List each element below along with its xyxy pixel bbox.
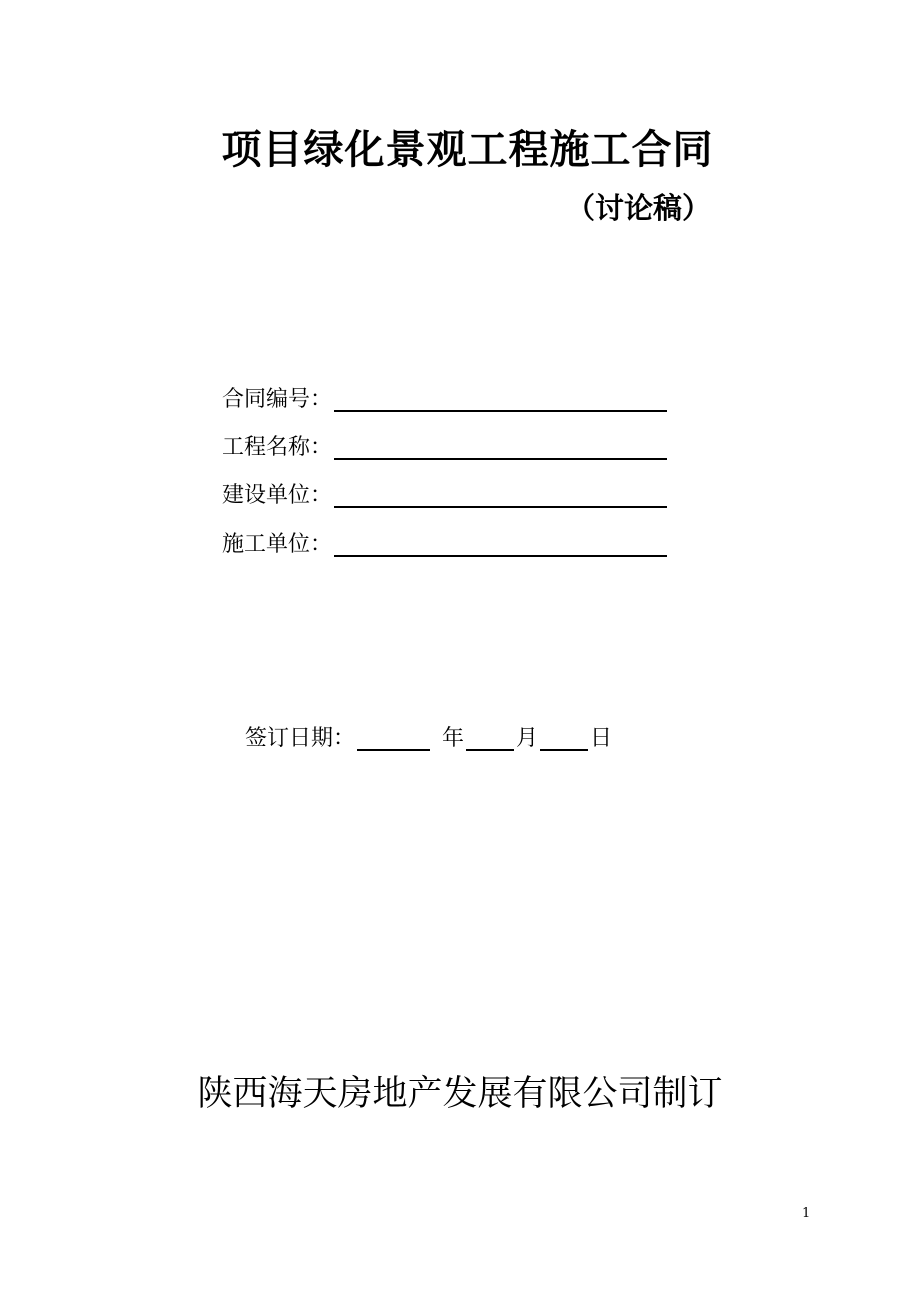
field-label: 工程名称：	[222, 435, 333, 460]
signing-date-row	[245, 722, 612, 752]
field-blank-line	[334, 458, 667, 460]
field-project-name	[222, 431, 667, 461]
document-title: 项目绿化景观工程施工合同	[221, 127, 714, 173]
day-unit: 日	[590, 726, 613, 751]
field-label: 建设单位：	[222, 483, 333, 508]
year-blank-line	[357, 749, 430, 751]
year-unit: 年	[442, 726, 465, 751]
field-construction-unit	[222, 479, 667, 509]
field-blank-line	[334, 410, 667, 412]
field-label: 合同编号：	[222, 387, 333, 412]
issuer-footer: 陕西海天房地产发展有限公司制订	[197, 1074, 723, 1114]
month-unit: 月	[516, 726, 539, 751]
page-number: 1	[802, 1206, 811, 1221]
field-contract-number	[222, 383, 667, 413]
signing-date-label: 签订日期：	[245, 726, 356, 751]
field-blank-line	[334, 506, 667, 508]
field-label: 施工单位：	[222, 532, 333, 557]
field-contractor-unit	[222, 528, 667, 558]
day-blank-line	[540, 749, 588, 751]
document-subtitle: （讨论稿）	[566, 191, 712, 225]
month-blank-line	[466, 749, 514, 751]
field-blank-line	[334, 555, 667, 557]
